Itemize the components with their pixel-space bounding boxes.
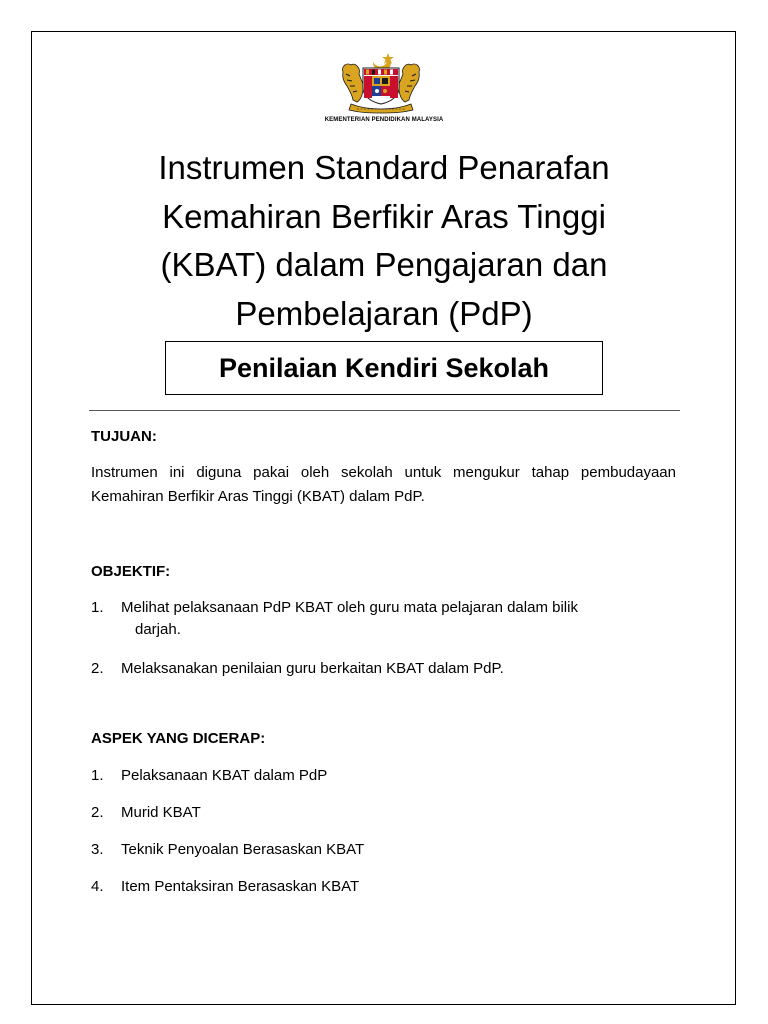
ministry-name: KEMENTERIAN PENDIDIKAN MALAYSIA: [324, 117, 444, 123]
title-line: Kemahiran Berfikir Aras Tinggi: [162, 197, 606, 235]
list-number: 2.: [91, 660, 104, 677]
list-text: Item Pentaksiran Berasaskan KBAT: [121, 878, 360, 895]
list-number: 1.: [91, 767, 104, 784]
document-title: [90, 144, 678, 338]
list-text-continuation: darjah.: [135, 621, 181, 638]
tujuan-heading: TUJUAN:: [91, 428, 157, 445]
divider: [89, 410, 680, 411]
coat-of-arms-icon: [337, 52, 425, 114]
list-number: 4.: [91, 878, 104, 895]
aspek-item: [91, 802, 676, 824]
list-text: Teknik Penyoalan Berasaskan KBAT: [121, 841, 365, 858]
list-number: 2.: [91, 804, 104, 821]
aspek-item: [91, 765, 676, 787]
list-text: Melaksanakan penilaian guru berkaitan KBAT dalam PdP.: [121, 660, 504, 677]
tujuan-text: Instrumen ini diguna pakai oleh sekolah untuk mengukur tahap pembudayaan Kemahiran Berfikir Aras Tinggi (KBAT) dalam PdP.: [91, 464, 676, 505]
list-text: Pelaksanaan KBAT dalam PdP: [121, 767, 328, 784]
title-line: (KBAT) dalam Pengajaran dan: [160, 246, 608, 283]
list-number: 3.: [91, 841, 104, 858]
objektif-item: [91, 597, 676, 641]
list-number: 1.: [91, 599, 104, 616]
objektif-item: [91, 658, 676, 680]
objektif-heading: OBJEKTIF:: [91, 563, 171, 580]
title-line: Instrumen Standard Penarafan: [158, 149, 610, 186]
subtitle-box: [165, 341, 603, 395]
title-line: Pembelajaran (PdP): [235, 294, 533, 332]
aspek-heading: ASPEK YANG DICERAP:: [91, 730, 266, 747]
aspek-item: [91, 876, 676, 898]
list-text: Murid KBAT: [121, 804, 201, 821]
aspek-item: [91, 839, 676, 861]
subtitle: Penilaian Kendiri Sekolah: [218, 352, 550, 383]
list-text: Melihat pelaksanaan PdP KBAT oleh guru mata pelajaran dalam bilik: [121, 599, 578, 616]
